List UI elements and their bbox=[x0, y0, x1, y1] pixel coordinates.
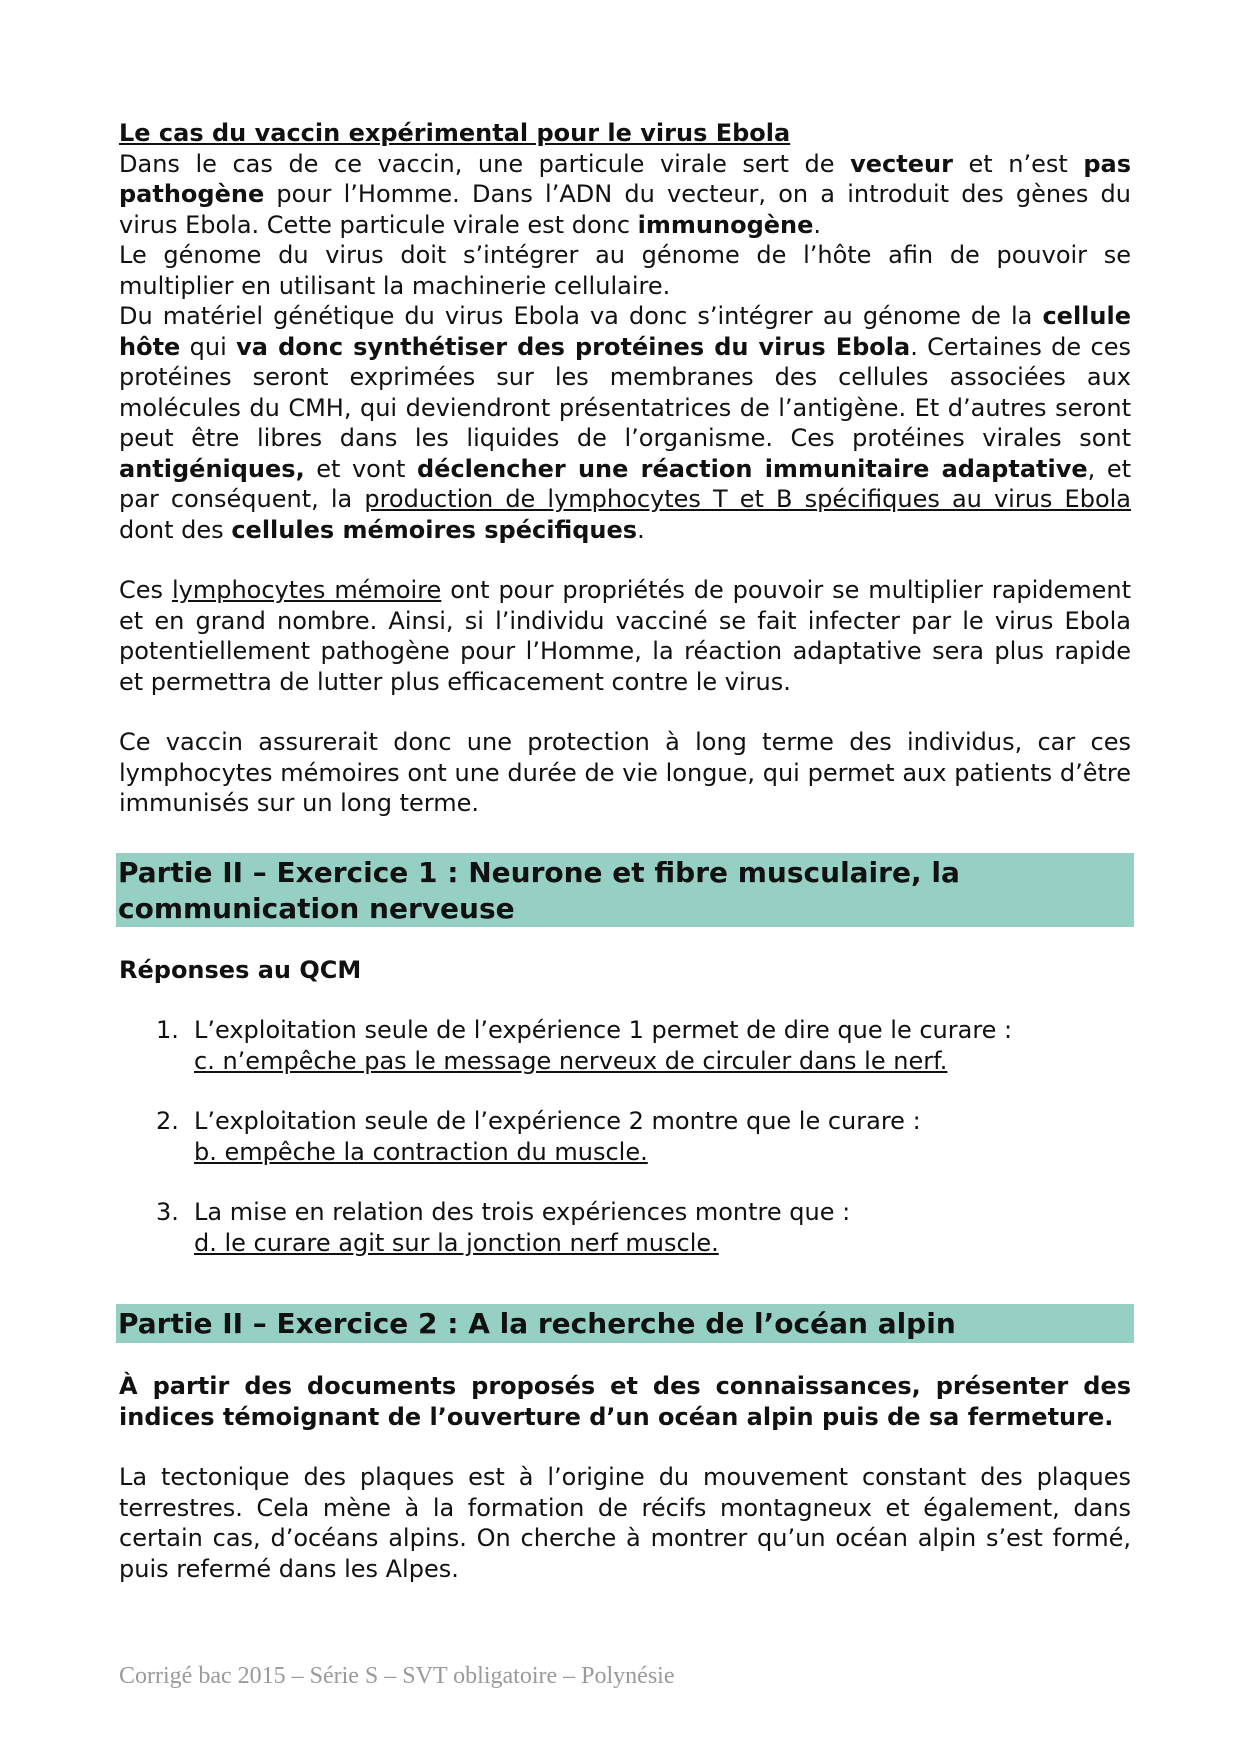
ebola-paragraph-3: Du matériel génétique du virus Ebola va donc s’intégrer au génome de la cellule hôte qui va donc synthétiser des protéines du virus Ebola. Certaines de ces protéines seront exprimées sur les membranes des cellules associées aux molécules du CMH, qui deviendront présentatrices de l’antigène. Et d’autres seront peut être libres dans les liquides de l’organisme. Ces protéines virales sont antigéniques, et vont déclencher une réaction immunitaire adaptative, et par conséquent, la production de lymphocytes T et B spécifiques au virus Ebola dont des cellules mémoires spécifiques. bbox=[119, 302, 1131, 544]
ebola-paragraph-1: Dans le cas de ce vaccin, une particule virale sert de vecteur et n’est pas pathogène pour l’Homme. Dans l’ADN du vecteur, on a introduit des gènes du virus Ebola. Cette particule virale est donc immunogène. bbox=[119, 149, 1131, 239]
qcm-item bbox=[119, 1015, 1131, 1076]
document-page bbox=[119, 118, 1131, 1584]
qcm-list bbox=[119, 1015, 1131, 1258]
ebola-paragraph-5: Ce vaccin assurerait donc une protection à long terme des individus, car ces lymphocytes mémoires ont une durée de vie longue, qui permet aux patients d’être immunisés sur un long terme. bbox=[119, 728, 1131, 817]
ebola-paragraph-2: Le génome du virus doit s’intégrer au génome de l’hôte afin de pouvoir se multiplier en utilisant la machinerie cellulaire. bbox=[119, 241, 1131, 300]
qcm-item bbox=[119, 1106, 1131, 1167]
exercise-2-prompt: À partir des documents proposés et des connaissances, présenter des indices témoignant de l’ouverture d’un océan alpin puis de sa fermeture. bbox=[119, 1372, 1131, 1431]
ebola-title: Le cas du vaccin expérimental pour le virus Ebola bbox=[119, 119, 791, 147]
qcm-answer: b. empêche la contraction du muscle. bbox=[194, 1137, 648, 1166]
qcm-question: L’exploitation seule de l’expérience 1 permet de dire que le curare : bbox=[194, 1016, 1013, 1044]
section-heading-exercise-2: Partie II – Exercice 2 : A la recherche de l’océan alpin bbox=[116, 1304, 1134, 1343]
qcm-item bbox=[119, 1197, 1131, 1258]
section-heading-exercise-1: Partie II – Exercice 1 : Neurone et fibre musculaire, la communication nerveuse bbox=[116, 853, 1134, 927]
qcm-number: 2. bbox=[156, 1107, 179, 1135]
ebola-paragraph-4: Ces lymphocytes mémoire ont pour propriétés de pouvoir se multiplier rapidement et en grand nombre. Ainsi, si l’individu vacciné se fait infecter par le virus Ebola potentiellement pathogène pour l’Homme, la réaction adaptative sera plus rapide et permettra de lutter plus efficacement contre le virus. bbox=[119, 576, 1132, 696]
qcm-answer: c. n’empêche pas le message nerveux de circuler dans le nerf. bbox=[194, 1046, 948, 1075]
qcm-answer: d. le curare agit sur la jonction nerf muscle. bbox=[194, 1228, 719, 1257]
qcm-question: La mise en relation des trois expériences montre que : bbox=[194, 1198, 851, 1226]
qcm-heading: Réponses au QCM bbox=[119, 955, 362, 984]
page-footer: Corrigé bac 2015 – Série S – SVT obligatoire – Polynésie bbox=[119, 1663, 675, 1689]
qcm-number: 1. bbox=[156, 1016, 179, 1044]
qcm-question: L’exploitation seule de l’expérience 2 montre que le curare : bbox=[194, 1107, 921, 1135]
exercise-2-paragraph: La tectonique des plaques est à l’origine du mouvement constant des plaques terrestres. Cela mène à la formation de récifs montagneux et également, dans certain cas, d’océans alpins. On cherche à montrer qu’un océan alpin s’est formé, puis refermé dans les Alpes. bbox=[119, 1463, 1131, 1583]
qcm-number: 3. bbox=[156, 1198, 179, 1226]
